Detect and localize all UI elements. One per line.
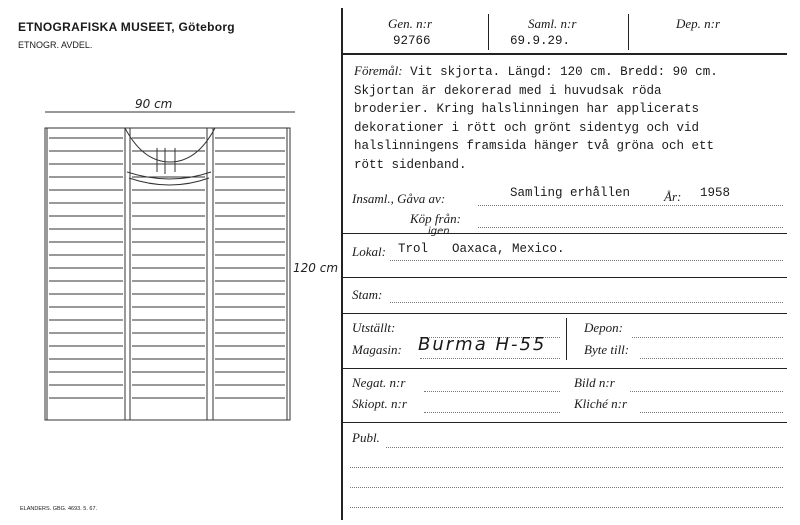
cliche-dots <box>640 412 783 413</box>
lokal-value-b: Oaxaca, Mexico. <box>452 242 565 256</box>
rule-stam <box>343 313 787 314</box>
negat-label: Negat. n:r <box>352 375 406 390</box>
header-sep-1 <box>488 14 489 50</box>
rule-lokal <box>343 277 787 278</box>
shirt-outline <box>45 128 290 420</box>
neck-opening <box>125 128 215 162</box>
kop-dots <box>478 227 783 228</box>
lokal-label: Lokal: <box>352 244 386 259</box>
publ-label: Publ. <box>352 430 380 445</box>
gen-label: Gen. n:r <box>388 16 433 31</box>
printer-footer: ELANDERS. GBG. 4693. 5. 67. <box>20 506 98 512</box>
ar-label: År: <box>664 189 682 204</box>
card-divider <box>341 8 343 520</box>
sketch-width-label: 90 cm <box>135 97 173 111</box>
insaml-label: Insaml., Gåva av: <box>352 191 446 206</box>
insaml-dots <box>478 205 783 206</box>
sketch-height-label: 120 cm <box>293 261 339 275</box>
museum-city: Göteborg <box>178 20 235 34</box>
publ-dots-2 <box>350 467 783 468</box>
magasin-value: Burma H-55 <box>418 334 547 355</box>
byte-label: Byte till: <box>584 342 630 357</box>
ar-value: 1958 <box>700 186 731 200</box>
publ-dots-3 <box>350 487 783 488</box>
publ-dots-1 <box>386 447 783 448</box>
depon-label: Depon: <box>584 320 623 335</box>
description-text: Vit skjorta. Längd: 120 cm. Bredd: 90 cm. Skjortan är dekorerad med i huvudsak röda broderier. Kring halslinningen har applicerats dekorationer i rött och grönt sidentyg och vid halslinningens framsida hänger två gröna och ett rött sidenband. <box>354 65 718 172</box>
storage-sep <box>566 318 567 360</box>
lokal-insert: igen <box>428 226 450 237</box>
header-sep-2 <box>628 14 629 50</box>
lokal-dots <box>390 260 783 261</box>
saml-label: Saml. n:r <box>528 16 577 31</box>
bild-dots <box>630 391 783 392</box>
rule-photo <box>343 422 787 423</box>
cliche-label: Kliché n:r <box>574 396 628 411</box>
kop-label: Köp från: <box>410 211 461 226</box>
stam-label: Stam: <box>352 287 383 302</box>
stam-dots <box>390 302 783 303</box>
foremal-label: Föremål: <box>354 63 403 78</box>
gen-value: 92766 <box>393 34 431 48</box>
magasin-label: Magasin: <box>352 342 402 357</box>
bild-label: Bild n:r <box>574 375 615 390</box>
department-label: ETNOGR. AVDEL. <box>18 40 93 50</box>
publ-dots-4 <box>350 507 783 508</box>
rule-insaml <box>343 233 787 234</box>
utstallt-label: Utställt: <box>352 320 396 335</box>
header-rule <box>343 53 787 55</box>
embroidery-band <box>127 172 211 179</box>
skiopt-label: Skiopt. n:r <box>352 396 407 411</box>
depon-dots <box>632 337 783 338</box>
rule-storage <box>343 368 787 369</box>
lokal-value-a: Trol <box>398 242 429 256</box>
shirt-sketch <box>25 90 345 500</box>
insaml-value: Samling erhållen <box>510 186 631 200</box>
magasin-dots <box>420 358 560 359</box>
skiopt-dots <box>424 412 560 413</box>
description-block <box>354 62 794 174</box>
byte-dots <box>640 358 783 359</box>
saml-value: 69.9.29. <box>510 34 571 48</box>
museum-title <box>18 20 235 34</box>
museum-name: ETNOGRAFISKA MUSEET, <box>18 20 175 34</box>
dep-label: Dep. n:r <box>676 16 721 31</box>
negat-dots <box>424 391 560 392</box>
